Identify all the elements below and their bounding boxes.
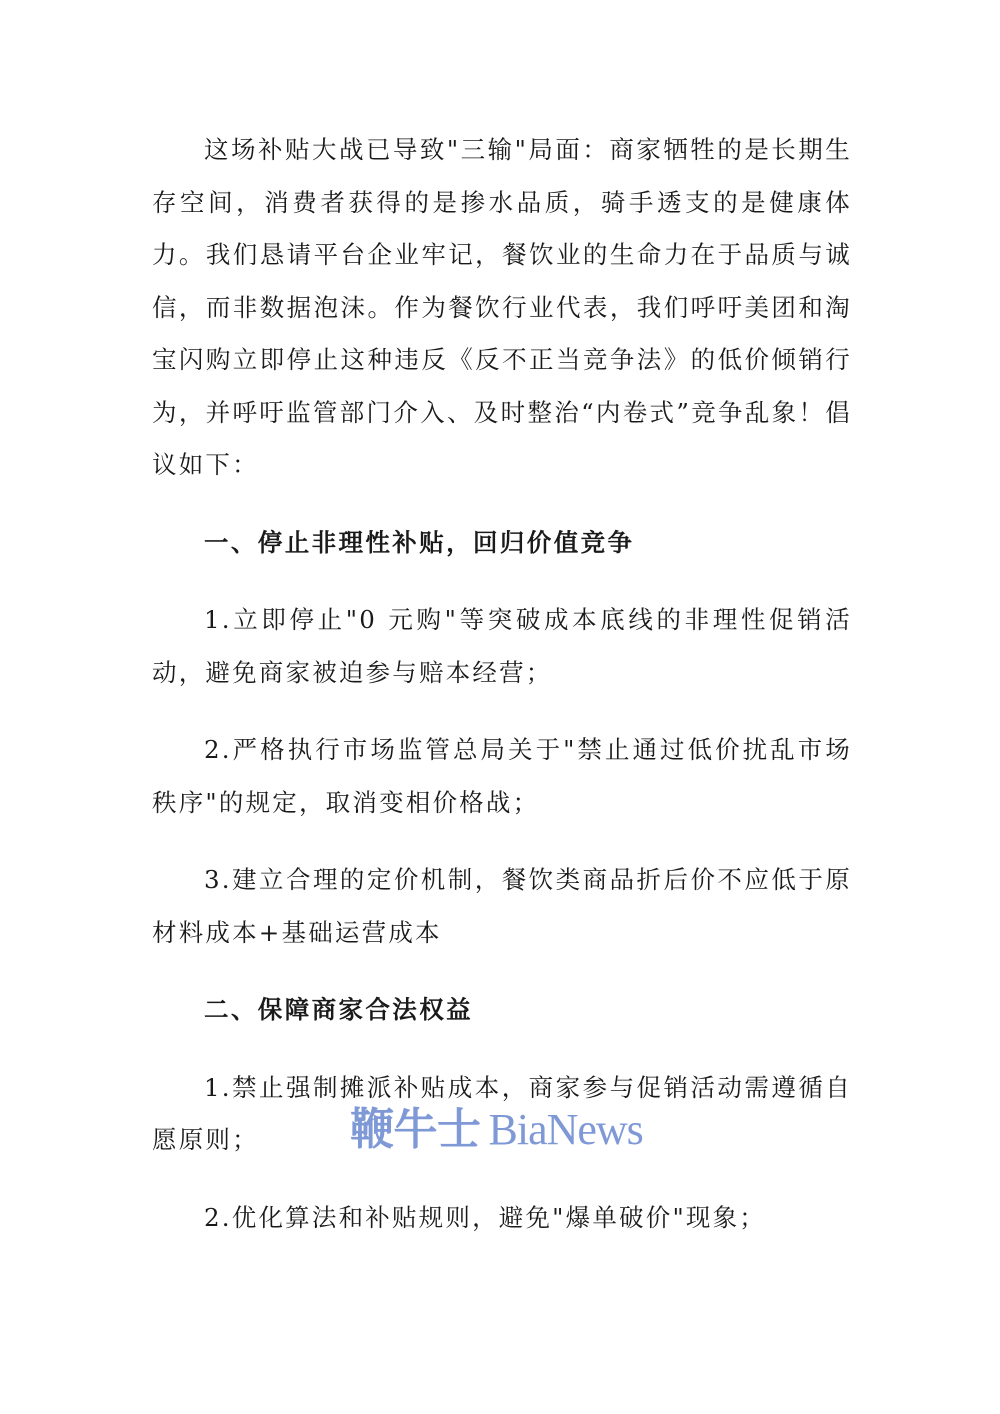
spacer	[152, 492, 852, 517]
section-2-item-2: 2.优化算法和补贴规则，避免"爆单破价"现象；	[204, 1202, 767, 1232]
section-1-item-3: 3.建立合理的定价机制，餐饮类商品折后价不应低于原材料成本+基础运营成本	[152, 865, 852, 947]
spacer	[152, 699, 852, 724]
spacer	[152, 1037, 852, 1062]
watermark-cn: 鞭牛士	[350, 1105, 481, 1154]
spacer	[152, 1167, 852, 1192]
spacer	[152, 829, 852, 854]
section-2-item-1: 1.禁止强制摊派补贴成本，商家参与促销活动需遵循自愿原则；	[152, 1072, 852, 1154]
intro-paragraph: 这场补贴大战已导致"三输"局面：商家牺牲的是长期生存空间，消费者获得的是掺水品质，骑手透支的是健康体力。我们恳请平台企业牢记，餐饮业的生命力在于品质与诚信，而非数据泡沫。作为餐饮行业代表，我们呼吁美团和淘宝闪购立即停止这种违反《反不正当竞争法》的低价倾销行为，并呼吁监管部门介入、及时整治“内卷式”竞争乱象！倡议如下：	[152, 135, 852, 479]
watermark-en: BiaNews	[488, 1105, 643, 1154]
section-1-item-1: 1.立即停止"0 元购"等突破成本底线的非理性促销活动，避免商家被迫参与赔本经营；	[152, 605, 852, 687]
document-page	[152, 124, 852, 1244]
section-1-item-2: 2.严格执行市场监管总局关于"禁止通过低价扰乱市场秩序"的规定，取消变相价格战；	[152, 735, 852, 817]
spacer	[152, 569, 852, 594]
section-heading-1: 一、停止非理性补贴，回归价值竞争	[204, 527, 635, 557]
spacer	[152, 959, 852, 984]
bianews-watermark	[350, 1104, 643, 1156]
section-heading-2: 二、保障商家合法权益	[204, 995, 473, 1024]
